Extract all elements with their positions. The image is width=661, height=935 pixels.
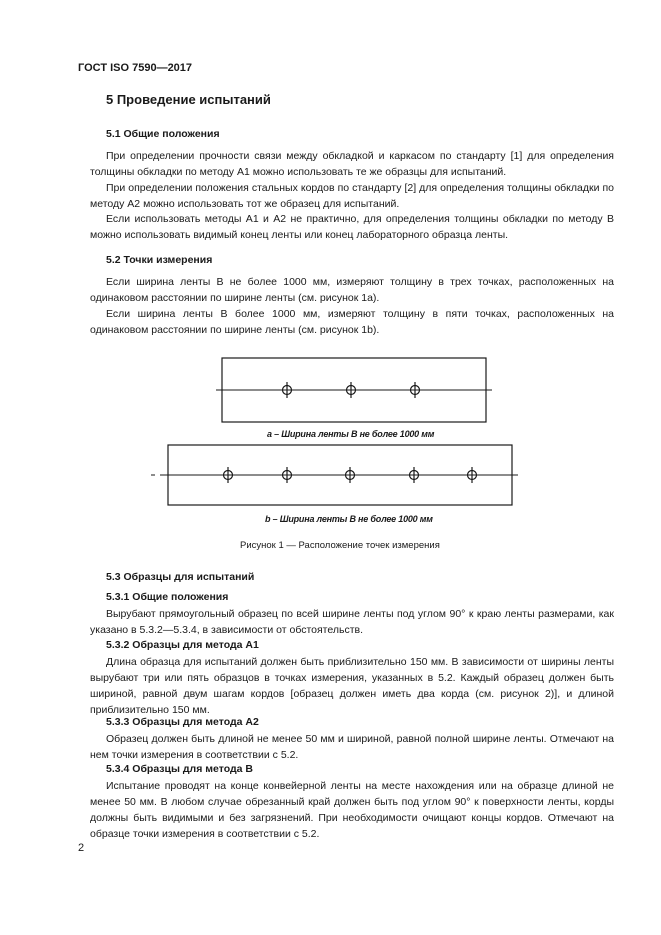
section-5-2-paragraph-1: Если ширина ленты B не более 1000 мм, измеряют толщину в трех точках, расположенных на одинаковом расстоянии по ширине ленты (см. рисунок 1a). — [90, 276, 614, 304]
page-number: 2 — [78, 842, 85, 854]
document-header: ГОСТ ISO 7590—2017 — [78, 62, 193, 74]
section-5-2-paragraph-2: Если ширина ленты B более 1000 мм, измеряют толщину в пяти точках, расположенных на одинаковом расстоянии по ширине ленты (см. рисунок 1b). — [90, 308, 614, 336]
section-5-3-1-paragraph: Вырубают прямоугольный образец по всей ширине ленты под углом 90° к краю ленты размерами, как указано в 5.3.2—5.3.4, в зависимости от обстоятельств. — [90, 608, 614, 636]
section-5-3-3-paragraph: Образец должен быть длиной не менее 50 мм и шириной, равной полной ширине ленты. Отмечают на нем точки измерения в соответствии с 5.2. — [90, 733, 614, 761]
figure-1b-diagram — [143, 440, 538, 512]
section-5-1-paragraph-2: При определении положения стальных кордов по стандарту [2] для определения толщины обкладки по методу А2 можно использовать тот же образец для испытаний. — [90, 182, 614, 210]
section-5-1-paragraph-3: Если использовать методы А1 и А2 не практично, для определения толщины обкладки по методу В можно использовать видимый конец ленты или конец лабораторного образца ленты. — [90, 213, 614, 241]
figure-1a-label: a – Ширина ленты B не более 1000 мм — [267, 429, 435, 439]
section-5-1-paragraph-1: При определении прочности связи между обкладкой и каркасом по стандарту [1] для определения толщины обкладки по методу А1 можно использовать те же образцы для испытаний. — [90, 150, 614, 178]
section-5-3-4-paragraph: Испытание проводят на конце конвейерной ленты на месте нахождения или на образце длиной не менее 50 мм. В любом случае обрезанный край должен быть под углом 90° к поверхности ленты, корды должны быть видимыми и без загрязнений. При необходимости очищают концы кордов. Отмечают на образце точки измерения в соответствии с 5.2. — [90, 780, 614, 840]
section-5-2-title: 5.2 Точки измерения — [106, 254, 213, 266]
section-5-3-3-title: 5.3.3 Образцы для метода А2 — [106, 716, 259, 728]
section-5-3-2-title: 5.3.2 Образцы для метода А1 — [106, 639, 259, 651]
figure-1a-diagram — [200, 352, 505, 430]
section-5-title: 5 Проведение испытаний — [106, 92, 271, 107]
section-5-3-1-title: 5.3.1 Общие положения — [106, 591, 229, 603]
figure-1-caption: Рисунок 1 — Расположение точек измерения — [240, 540, 440, 551]
section-5-3-4-title: 5.3.4 Образцы для метода B — [106, 763, 253, 775]
section-5-3-title: 5.3 Образцы для испытаний — [106, 571, 255, 583]
section-5-3-2-paragraph: Длина образца для испытаний должен быть приблизительно 150 мм. В зависимости от ширины ленты вырубают три или пять образцов в точках измерения, указанных в 5.2. Каждый образец должен быть шириной, равной двум шагам кордов [образец должен иметь два корда (см. рисунок 2)], и длиной приблизительно 150 мм. — [90, 656, 614, 716]
section-5-1-title: 5.1 Общие положения — [106, 128, 220, 140]
figure-1b-label: b – Ширина ленты B не более 1000 мм — [265, 514, 433, 524]
